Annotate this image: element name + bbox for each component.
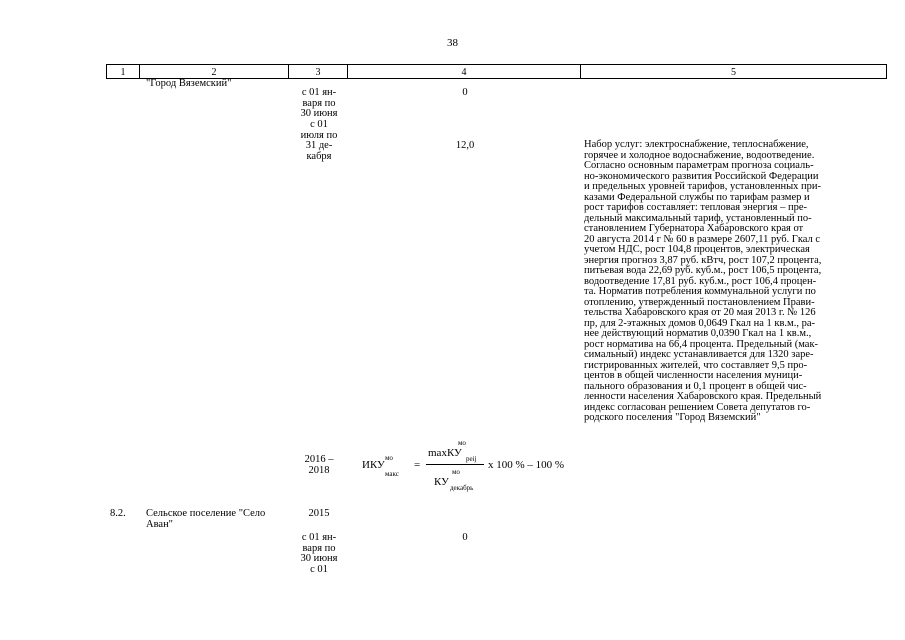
description-line: родского поселения "Город Вяземский" xyxy=(584,412,761,423)
description-line: гистрированных жителей, что составляет 9,5 про- xyxy=(584,359,808,371)
description-line: и предельных уровней тарифов, установленных при- xyxy=(584,181,821,192)
period-line: 30 июня xyxy=(300,553,338,564)
table-header xyxy=(106,64,887,79)
description-line: Набор услуг: электроснабжение, теплоснабжение, xyxy=(584,139,809,150)
period-line: 30 июня xyxy=(300,108,338,119)
period-jul-dec xyxy=(288,120,350,162)
description-line: энергия прогноз 3,87 руб. кВтч, рост 107,2 процента, xyxy=(584,254,822,266)
index-formula xyxy=(362,438,582,498)
municipality-name xyxy=(146,509,265,530)
name-line: Аван" xyxy=(146,518,173,530)
column-header-1: 1 xyxy=(107,65,140,79)
formula-tail: x 100 % – 100 % xyxy=(488,459,565,471)
column-header-4: 4 xyxy=(348,65,581,79)
description-line: горячее и холодное водоснабжение, водоотведение. xyxy=(584,149,815,161)
index-value-jan-jun: 0 xyxy=(462,87,468,98)
description-line: тельства Хабаровского края от 20 мая 2013 г. № 126 xyxy=(584,307,816,318)
formula-equals: = xyxy=(414,459,421,471)
period-line: 31 де- xyxy=(305,140,333,151)
index-value-jul-dec: 12,0 xyxy=(455,140,475,151)
description-line: 20 августа 2014 г № 60 в размере 2607,11 руб. Гкал с xyxy=(584,233,821,245)
description-line: рост норматива на 66,4 процента. Предельный (мак- xyxy=(584,338,819,350)
period-line: июля по xyxy=(300,129,338,141)
description-line: учетом НДС, рост 104,8 процентов, электрическая xyxy=(584,244,810,255)
period-line: с 01 xyxy=(310,119,328,130)
formula-lhs-sub: макс xyxy=(385,470,399,478)
description-line: Согласно основным параметрам прогноза социаль- xyxy=(584,160,814,171)
formula-den-sub: декабрь xyxy=(450,484,474,492)
description-line: отоплению, утвержденный постановлением Прави- xyxy=(584,296,815,308)
header-row xyxy=(107,65,887,79)
formula-den-sup: мо xyxy=(452,468,460,476)
description-line: водоотведение 17,81 руб. куб.м., рост 106,4 процен- xyxy=(584,275,817,287)
column-header-3: 3 xyxy=(289,65,348,79)
formula-lhs-sup: мо xyxy=(385,454,393,462)
formula-lhs: ИКУ xyxy=(362,459,385,471)
period-line: кабря xyxy=(306,150,332,162)
description-line: питьевая вода 22,69 руб. куб.м., рост 106,5 процента, xyxy=(584,265,822,276)
description-line: ленности населения Хабаровского края. Предельный xyxy=(584,391,822,402)
description-line: центов в общей численности населения муници- xyxy=(584,370,803,381)
description-line: индекс согласован решением Совета депутатов го- xyxy=(584,401,811,413)
description-line: дельный максимальный тариф, установленный по- xyxy=(584,212,812,224)
description-line: пального образования и 0,1 процент в общей чис- xyxy=(584,380,807,392)
description-line: казами Федеральной службы по тарифам размер и xyxy=(584,191,810,203)
period-line: варя по xyxy=(302,542,336,554)
column-header-2: 2 xyxy=(140,65,289,79)
formula-denominator: КУ xyxy=(434,476,449,488)
formula-num-sub: реij xyxy=(466,455,477,463)
period-jan-jun xyxy=(288,533,350,575)
description-line: нее действующий норматив 0,0390 Гкал на 1 кв.м., xyxy=(584,328,812,339)
period-line: 2016 – xyxy=(304,454,334,465)
formula-fraction-bar xyxy=(426,464,484,465)
year: 2015 xyxy=(308,508,330,519)
description-line: симальный) индекс устанавливается для 1320 заре- xyxy=(584,349,814,360)
tariff-description xyxy=(584,140,877,424)
description-line: рост тарифов составляет: тепловая энергия – пре- xyxy=(584,202,808,213)
period-line: с 01 ян- xyxy=(301,532,337,543)
period-line: 2018 xyxy=(308,464,330,476)
row-number: 8.2. xyxy=(110,508,126,519)
municipality-name: "Город Вяземский" xyxy=(146,78,232,89)
formula-numerator: maxКУ xyxy=(428,447,462,459)
description-line: становлением Губернатора Хабаровского края от xyxy=(584,223,804,234)
description-line: пр, для 2-этажных домов 0,0649 Гкал на 1 кв.м., ра- xyxy=(584,317,815,329)
description-line: та. Норматив потребления коммунальной услуги по xyxy=(584,286,816,297)
page-number: 38 xyxy=(447,37,458,49)
name-line: Сельское поселение "Село xyxy=(146,508,266,519)
period-2016-2018 xyxy=(288,455,350,476)
period-jan-jun xyxy=(288,88,350,120)
period-line: с 01 xyxy=(310,563,328,575)
column-header-5: 5 xyxy=(581,65,887,79)
description-line: но-экономического развития Российской Федерации xyxy=(584,170,819,182)
index-value-jan-jun: 0 xyxy=(462,532,468,543)
period-line: варя по xyxy=(302,97,336,109)
formula-num-sup: мо xyxy=(458,439,466,447)
period-line: с 01 ян- xyxy=(301,87,337,98)
